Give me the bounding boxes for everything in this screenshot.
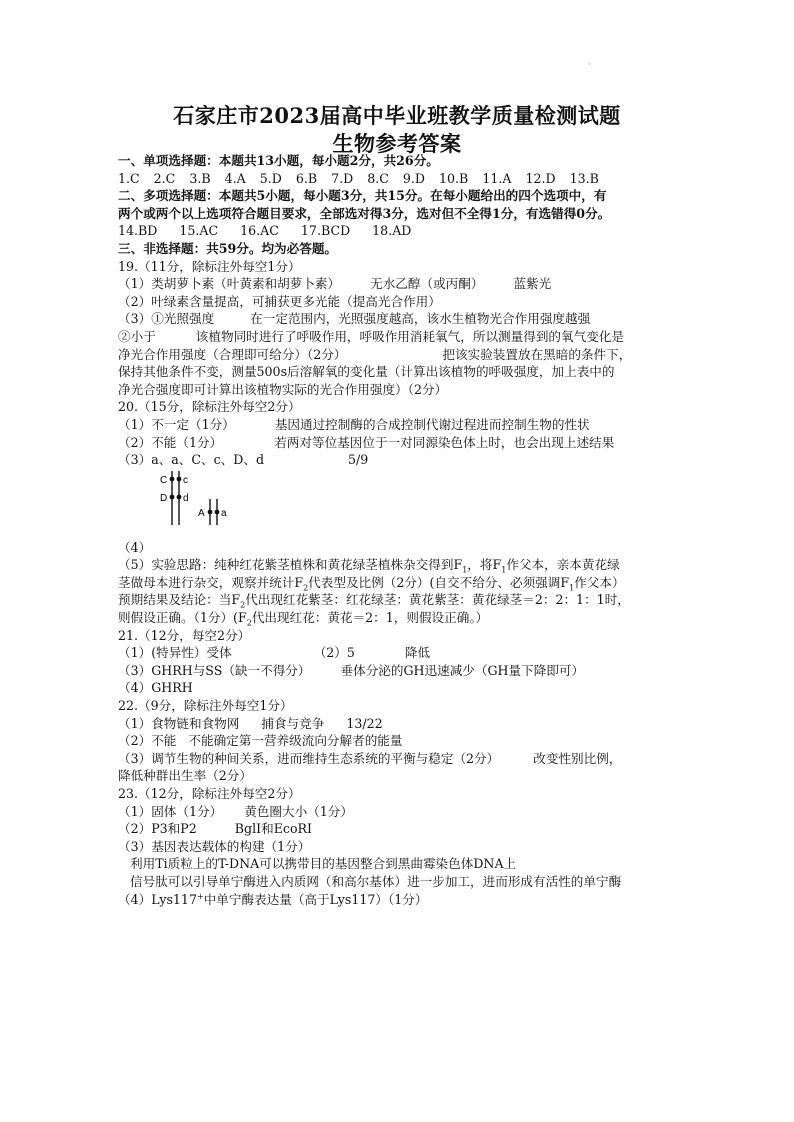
q21-line3: （4）GHRH [118, 680, 193, 696]
q20-7-sub: 2 [240, 600, 246, 610]
q20-line7 [118, 591, 678, 609]
section2-heading-line2: 两个或两个以上选项符合题目要求，全部选对得3分，选对但不全得1分，有选错得0分。 [118, 205, 611, 221]
q22-line4: 降低种群出生率（2分） [118, 768, 252, 784]
answer-1: 1.C [118, 170, 140, 186]
q19-head: 19.（11分，除标注外每空1分） [118, 258, 301, 274]
q21-line1 [118, 644, 678, 662]
answer-4: 4.A [224, 170, 246, 186]
q22-1a: （1）食物链和食物网 [118, 715, 240, 731]
q20-line4: （4） [118, 539, 152, 555]
label-C: C [160, 474, 168, 486]
q20-5b: ，将F [467, 557, 502, 573]
q19-1c: 蓝紫光 [513, 276, 552, 292]
q20-1a: （1）不一定（1分） [118, 416, 235, 432]
q23-line3: （3）基因表达载体的构建（1分） [118, 838, 311, 854]
section1-heading: 一、单项选择题：本题共13小题，每小题2分，共26分。 [118, 153, 439, 168]
answer-14: 14.BD [118, 223, 158, 239]
q23-1a: （1）固体（1分） [118, 803, 223, 819]
q20-3a: （3）a、a、C、c、D、d [118, 452, 265, 468]
q20-line1 [118, 416, 678, 434]
answer-12: 12.D [525, 170, 556, 186]
answer-content [118, 152, 678, 908]
answer-11: 11.A [482, 170, 512, 186]
q19-line7: 净光合强度即可计算出该植物实际的光合作用强度）（2分） [118, 381, 448, 397]
answer-18: 18.AD [372, 223, 412, 239]
q19-line1 [118, 275, 678, 293]
chromosome-svg [118, 469, 258, 539]
q23-line2 [118, 820, 678, 838]
q20-7a: 预期结果及结论：当F [118, 592, 241, 608]
q19-line2: （2）叶绿素含量提高，可捕获更多光能（提高光合作用） [118, 293, 441, 309]
q22-head: 22.（9分，除标注外每空1分） [118, 698, 293, 714]
section2-heading-line1: 二、多项选择题：本题共5小题，每小题3分，共15分。在每小题给出的四个选项中，有 [118, 188, 607, 204]
q23-2b: BglⅠ和EcoRⅠ [234, 821, 312, 837]
q22-line1 [118, 715, 678, 733]
document-subtitle: 生物参考答案 [332, 131, 462, 156]
section1-answers [118, 170, 678, 188]
q20-2b: 若两对等位基因位于一对同源染色体上时，也会出现上述结果 [274, 434, 615, 450]
q19-line4 [118, 328, 678, 346]
q22-2b: 不能确定第一营养级流向分解者的能量 [188, 733, 403, 749]
q20-3b: 5/9 [348, 452, 369, 468]
label-d: d [183, 492, 189, 504]
q22-2a: （2）不能 [118, 733, 177, 749]
q21-1c: 降低 [404, 645, 431, 661]
answer-3: 3.B [189, 170, 211, 186]
label-A: A [198, 507, 205, 519]
q20-5-sub2: 1 [501, 565, 507, 575]
answer-5: 5.D [259, 170, 282, 186]
locus-C [170, 476, 175, 481]
q20-line8 [118, 609, 678, 627]
q22-line3 [118, 750, 678, 768]
locus-D [170, 494, 175, 499]
document-title: 石家庄市2023届高中毕业班教学质量检测试题 [173, 103, 621, 128]
q21-1b: （2）5 [313, 645, 355, 661]
q22-1c: 13/22 [346, 715, 383, 731]
locus-a [215, 509, 220, 514]
q23-1b: 黄色圈大小（1分） [244, 803, 353, 819]
q23-line1 [118, 803, 678, 821]
q20-6-sub2: 1 [569, 583, 575, 593]
q21-2a: （3）GHRH与SS（缺一不得分） [118, 662, 311, 678]
answer-9: 9.D [402, 170, 426, 186]
label-D: D [160, 492, 168, 504]
answer-10: 10.B [439, 170, 469, 186]
answer-7: 7.D [331, 170, 354, 186]
q21-2b: 垂体分泌的GH迅速减少（GH量下降即可） [340, 662, 585, 678]
q20-6-sub1: 2 [303, 583, 309, 593]
answer-13: 13.B [569, 170, 599, 186]
q22-3b: 改变性别比例， [533, 750, 622, 766]
answer-2: 2.C [153, 170, 176, 186]
q20-1b: 基因通过控制酶的合成控制代谢过程进而控制生物的性状 [274, 416, 590, 432]
q19-4a: ②小于 [118, 328, 156, 344]
answer-8: 8.C [367, 170, 389, 186]
q20-5a: （5）实验思路：纯种红花紫茎植株和黄花绿茎植株杂交得到F [118, 557, 463, 573]
q19-line5 [118, 346, 678, 364]
q19-5a: 净光合作用强度（合理即可给分）（2分） [118, 346, 347, 362]
q20-2a: （2）不能（1分） [118, 434, 223, 450]
q19-5b: 把该实验装置放在黑暗的条件下， [442, 346, 632, 362]
q20-7b: 代出现红花紫茎：红花绿茎：黄花紫茎：黄花绿茎＝2：2：1：1时， [245, 592, 630, 608]
q20-5c: 作父本，亲本黄花绿 [506, 557, 620, 573]
q20-head: 20.（15分，除标注外每空2分） [118, 399, 301, 415]
answer-6: 6.B [295, 170, 318, 186]
q20-line2 [118, 434, 678, 452]
q20-line3 [118, 451, 678, 469]
locus-c [177, 476, 182, 481]
q20-line5 [118, 556, 678, 574]
q23-head: 23.（12分，除标注外每空2分） [118, 786, 301, 801]
q20-8-sub: 2 [246, 618, 252, 628]
q23-line6 [118, 891, 678, 909]
section2-answers [118, 222, 678, 240]
q23-line4: 利用Ti质粒上的T-DNA可以携带目的基因整合到黑曲霉染色体DNA上 [130, 856, 517, 872]
q21-head: 21.（12分，每空2分） [118, 627, 251, 643]
q19-3a: （3）①光照强度 [118, 311, 215, 327]
corner-mark: · [588, 60, 591, 69]
q20-8b: 代出现红花：黄花＝2：1，则假设正确。） [251, 610, 489, 626]
q22-line2 [118, 732, 678, 750]
q23-2a: （2）P3和P2 [118, 821, 197, 837]
q20-line6 [118, 574, 678, 592]
q19-line6: 保持其他条件不变，测量500s后溶解氧的变化量（计算出该植物的呼吸强度，加上表中的 [118, 364, 615, 380]
locus-d [177, 494, 182, 499]
q19-3b: 在一定范围内，光照强度越高，该水生植物光合作用强度越强 [250, 311, 591, 327]
q23-line5: 信号肽可以引导单宁酶进入内质网（和高尔基体）进一步加工，进而形成有活性的单宁酶 [130, 873, 622, 889]
q19-line3 [118, 310, 678, 328]
q20-8a: 则假设正确。（1分）(F [118, 610, 247, 626]
locus-A [208, 509, 213, 514]
q21-line2 [118, 662, 678, 680]
answer-17: 17.BCD [300, 223, 351, 239]
q22-3a: （3）调节生物的种间关系，进而维持生态系统的平衡与稳定（2分） [118, 750, 500, 766]
q23-6-sup: + [196, 891, 204, 901]
chromosome-diagram [118, 469, 678, 539]
answer-16: 16.AC [240, 223, 279, 239]
q20-6b: 代表型及比例（2分）(自交不给分、必须强调F [308, 574, 570, 590]
q21-1a: （1）(特异性）受体 [118, 645, 232, 661]
label-a: a [221, 507, 227, 519]
q19-1a: （1）类胡萝卜素（叶黄素和胡萝卜素） [118, 276, 341, 292]
q19-1b: 无水乙醇（或丙酮） [370, 276, 484, 292]
q20-6a: 茎做母本进行杂交，观察并统计F [118, 574, 304, 590]
q22-1b: 捕食与竞争 [261, 715, 325, 731]
q20-6c: 作父本） [574, 574, 625, 590]
q23-6a: （4）Lys117 [118, 891, 197, 907]
answer-15: 15.AC [179, 223, 219, 239]
section3-heading: 三、非选择题：共59分。均为必答题。 [118, 240, 338, 256]
label-c: c [183, 474, 188, 486]
q19-4b: 该植物同时进行了呼吸作用，呼吸作用消耗氧气，所以测量得到的氧气变化是 [195, 328, 624, 344]
q23-6b: 中单宁酶表达量（高于Lys117）（1分） [203, 891, 428, 907]
q20-5-sub1: 1 [462, 565, 468, 575]
